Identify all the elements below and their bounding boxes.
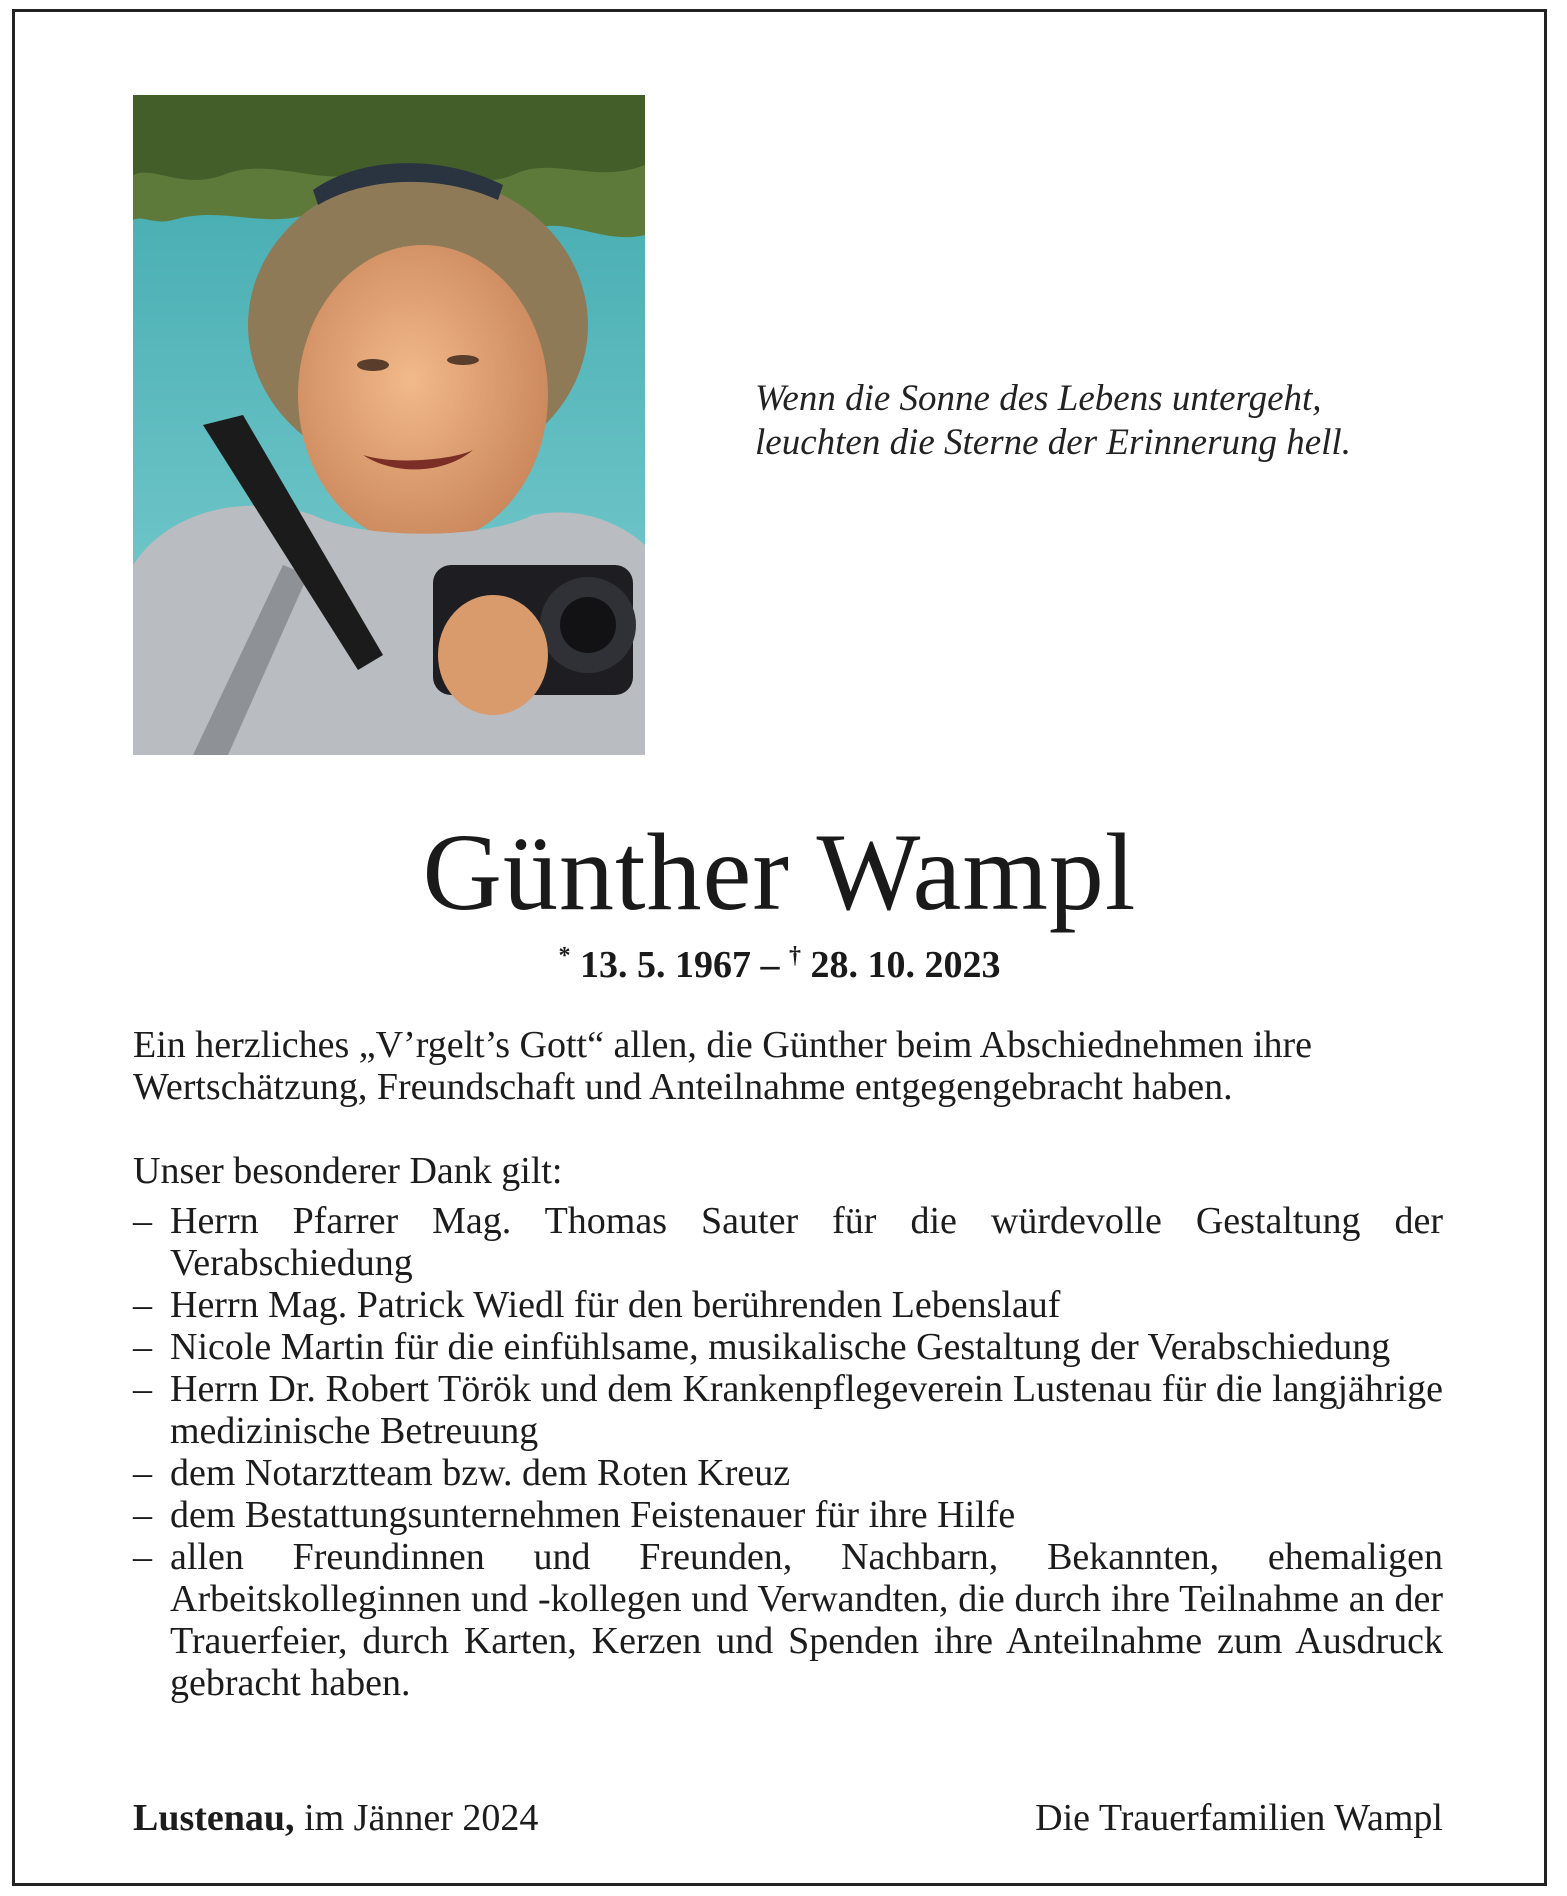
list-item-text: dem Notarztteam bzw. dem Roten Kreuz [170,1452,791,1494]
footer-place: Lustenau, [133,1797,295,1839]
death-date: 28. 10. 2023 [810,944,1001,986]
list-item [133,1326,1443,1368]
list-item-text: allen Freundinnen und Freunden, Nachbarn, Bekannten, ehemaligen Arbeitskolleginnen und -kollegen und Verwandten, die durch ihre Teilnahme an der Trauerfeier, durch Karten, Kerzen und Spenden ihre Anteilnahme zum Ausdruck gebracht haben. [170,1536,1443,1704]
date-separator: – [760,944,780,986]
portrait-photo [133,95,645,755]
thanks-list [133,1200,1443,1704]
intro-line-2: Wertschätzung, Freundschaft und Anteilnahme entgegengebracht haben. [133,1066,1233,1108]
list-item-text: dem Bestattungsunternehmen Feistenauer für ihre Hilfe [170,1494,1016,1536]
memorial-quote [755,377,1455,465]
birth-symbol: * [558,943,571,969]
list-dash: – [133,1326,152,1368]
footer-date: im Jänner 2024 [304,1797,539,1839]
list-item [133,1200,1443,1284]
list-dash: – [133,1452,152,1494]
birth-date: 13. 5. 1967 [580,944,751,986]
list-dash: – [133,1536,152,1578]
list-dash: – [133,1494,152,1536]
deceased-name: Günther Wampl [422,811,1137,933]
footer [133,1796,1443,1840]
thanks-heading: Unser besonderer Dank gilt: [133,1150,563,1192]
list-dash: – [133,1200,152,1242]
obituary-card [12,9,1547,1886]
list-dash: – [133,1284,152,1326]
list-dash: – [133,1368,152,1410]
intro-paragraph [133,1024,1443,1108]
portrait-illustration [133,95,645,755]
list-item [133,1494,1443,1536]
life-dates [15,933,1544,988]
list-item [133,1452,1443,1494]
quote-line-1: Wenn die Sonne des Lebens untergeht, [755,378,1322,419]
intro-line-1: Ein herzliches „V’rgelt’s Gott“ allen, die Günther beim Abschiednehmen ihre [133,1024,1313,1066]
list-item-text: Herrn Pfarrer Mag. Thomas Sauter für die würdevolle Gestaltung der Verabschiedung [170,1200,1443,1284]
quote-line-2: leuchten die Sterne der Erinnerung hell. [755,422,1351,463]
footer-signature: Die Trauerfamilien Wampl [1035,1797,1443,1839]
list-item-text: Herrn Mag. Patrick Wiedl für den berührenden Lebenslauf [170,1284,1061,1326]
death-symbol: † [789,943,801,969]
list-item [133,1284,1443,1326]
list-item-text: Herrn Dr. Robert Török und dem Krankenpflegeverein Lustenau für die langjährige medizinische Betreuung [170,1368,1443,1452]
list-item [133,1536,1443,1704]
list-item [133,1368,1443,1452]
list-item-text: Nicole Martin für die einfühlsame, musikalische Gestaltung der Verabschiedung [170,1326,1391,1368]
